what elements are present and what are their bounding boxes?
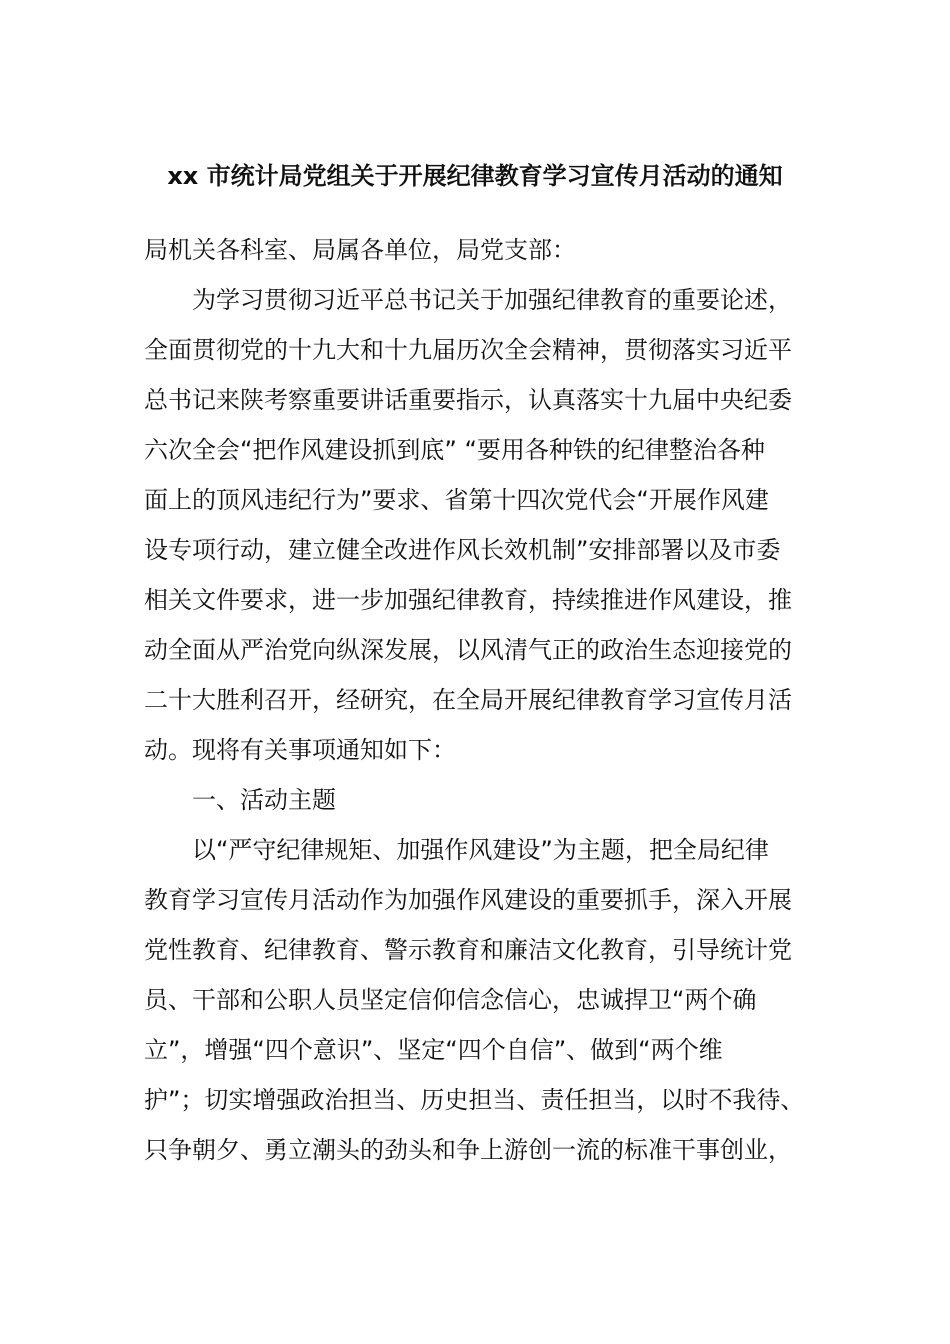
- body-line-16: 立”，增强“四个意识”、坚定“四个自信”、做到“两个维: [144, 1036, 723, 1064]
- body-line-5: 面上的顶风违纪行为”要求、省第十四次党代会“开展作风建: [144, 486, 769, 514]
- body-line-7: 相关文件要求，进一步加强纪律教育，持续推进作风建设，推: [144, 586, 792, 614]
- body-line-15: 员、干部和公职人员坚定信仰信念信心，忠诚捍卫“两个确: [144, 986, 757, 1014]
- body-line-4: 六次全会“把作风建设抓到底” “要用各种铁的纪律整治各种: [144, 436, 765, 464]
- body-line-9: 二十大胜利召开，经研究，在全局开展纪律教育学习宣传月活: [144, 686, 792, 714]
- document-title: xx 市统计局党组关于开展纪律教育学习宣传月活动的通知: [167, 162, 783, 190]
- body-line-10: 动。现将有关事项通知如下：: [144, 736, 456, 764]
- body-line-17: 护”；切实增强政治担当、历史担当、责任担当，以时不我待、: [144, 1086, 805, 1114]
- body-line-18: 只争朝夕、勇立潮头的劲头和争上游创一流的标准干事创业，: [144, 1136, 792, 1164]
- body-line-8: 动全面从严治党向纵深发展，以风清气正的政治生态迎接党的: [144, 636, 792, 664]
- salutation: 局机关各科室、局属各单位，局党支部：: [144, 236, 576, 264]
- body-line-3: 总书记来陕考察重要讲话重要指示，认真落实十九届中央纪委: [144, 386, 792, 414]
- section-heading-1: 一、活动主题: [144, 786, 336, 814]
- body-line-6: 设专项行动，建立健全改进作风长效机制”安排部署以及市委: [144, 536, 781, 564]
- body-line-13: 教育学习宣传月活动作为加强作风建设的重要抓手，深入开展: [144, 886, 792, 914]
- body-line-2: 全面贯彻党的十九大和十九届历次全会精神，贯彻落实习近平: [144, 336, 792, 364]
- body-line-12: 以“严守纪律规矩、加强作风建设”为主题，把全局纪律: [144, 836, 769, 864]
- body-line-1: 为学习贯彻习近平总书记关于加强纪律教育的重要论述，: [144, 286, 792, 314]
- body-line-14: 党性教育、纪律教育、警示教育和廉洁文化教育，引导统计党: [144, 936, 792, 964]
